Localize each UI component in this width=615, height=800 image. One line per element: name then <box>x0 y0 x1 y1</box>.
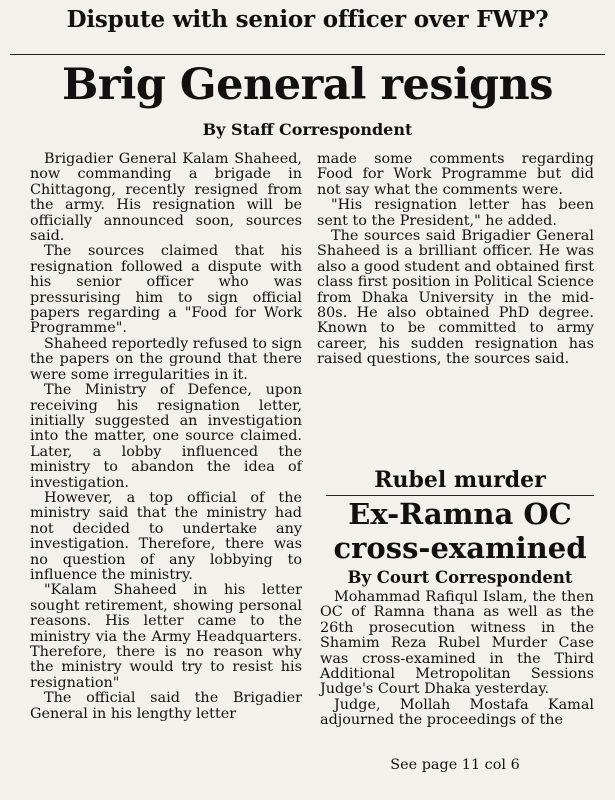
second-paragraph: Judge, Mollah Mostafa Kamal adjourned the proceedings of the <box>320 696 594 729</box>
main-paragraph: The official said the Brigadier General in his lengthy letter <box>30 690 302 722</box>
second-headline: Ex-Ramna OC cross-examined <box>333 497 587 565</box>
main-paragraph: Shaheed reportedly refused to sign the papers on the ground that there were some irregularities in it. <box>30 335 302 383</box>
main-paragraph: The sources said Brigadier General Shaheed is a brilliant officer. He was also a good student and obtained first class first position in Political Science from Dhaka University in the mid-80s. He also obtained PhD degree. Known to be committed to army career, his sudden resignation has raised questions, the sources said. <box>317 228 594 368</box>
main-story-right-column <box>317 152 594 368</box>
second-byline: By Court Correspondent <box>347 568 573 587</box>
main-paragraph: "His resignation letter has been sent to the President," he added. <box>317 197 594 229</box>
second-paragraph: Mohammad Rafiqul Islam, the then OC of Ramna thana as well as the 26th prosecution witness in the Shamim Reza Rubel Murder Case was cross-examined in the Third Additional Metropolitan Sessions Judge's Court Dhaka yesterday. <box>320 589 594 698</box>
main-paragraph: The Ministry of Defence, upon receiving his resignation letter, initially suggested an investigation into the matter, one source claimed. Later, a lobby influenced the ministry to abandon the idea of investigation. <box>30 382 302 491</box>
main-paragraph: made some comments regarding Food for Work Programme but did not say what the comments were. <box>317 151 594 198</box>
second-kicker: Rubel murder <box>326 465 594 496</box>
main-paragraph: However, a top official of the ministry said that the ministry had not decided to undertake any investigation. Therefore, there was no question of any lobbying to influence the ministry. <box>30 489 302 583</box>
main-paragraph: The sources claimed that his resignation followed a dispute with his senior officer who was pressurising him to sign official papers regarding a "Food for Work Programme". <box>30 243 302 337</box>
main-kicker: Dispute with senior officer over FWP? <box>66 6 549 33</box>
main-paragraph: Brigadier General Kalam Shaheed, now commanding a brigade in Chittagong, recently resigned from the army. His resignation will be officially announced soon, sources said. <box>30 151 302 245</box>
main-byline: By Staff Correspondent <box>202 120 413 139</box>
main-paragraph: "Kalam Shaheed in his letter sought retirement, showing personal reasons. His letter came to the ministry via the Army Headquarters. Therefore, there is no reason why the ministry would try to resist his resignation" <box>30 582 302 691</box>
main-story-left-column <box>30 152 302 722</box>
second-story-column <box>320 590 594 729</box>
main-headline: Brig General resigns <box>62 60 553 110</box>
continuation-note: See page 11 col 6 <box>390 757 520 773</box>
